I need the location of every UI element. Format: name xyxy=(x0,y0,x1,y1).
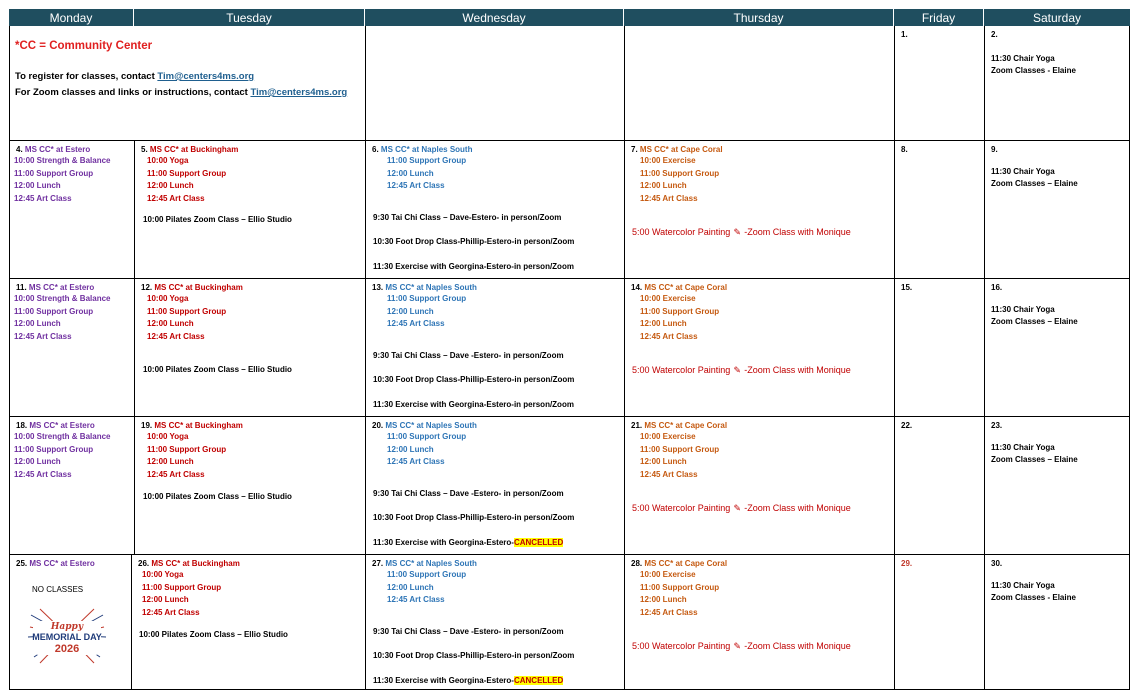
schedule-list xyxy=(147,293,226,343)
schedule-item: 11:00 Support Group xyxy=(640,168,720,178)
schedule-item: 11:00 Support Group xyxy=(14,168,94,178)
watercolor-text: 5:00 Watercolor Painting xyxy=(632,227,731,237)
schedule-item: 11:00 Support Group xyxy=(14,306,94,316)
exercise-text: 11:30 Exercise with Georgina-Estero- xyxy=(373,538,514,547)
schedule-item: 11:00 Support Group xyxy=(640,582,720,592)
day-heading xyxy=(16,559,95,568)
schedule-list xyxy=(147,155,226,205)
schedule-item: 11:00 Support Group xyxy=(387,570,467,579)
cc-legend: *CC = Community Center xyxy=(15,40,153,52)
day-heading xyxy=(372,421,477,430)
day-heading xyxy=(16,421,95,430)
schedule-item: 12:00 Lunch xyxy=(640,595,687,605)
schedule-item: 12:45 Art Class xyxy=(387,319,445,329)
pencil-icon: ✎ xyxy=(733,227,741,237)
exercise-note xyxy=(373,400,574,409)
date-number: 25. xyxy=(16,559,28,568)
zoom-line xyxy=(15,87,347,98)
location: MS CC* at Estero xyxy=(24,145,91,154)
zoom-email-link[interactable]: Tim@centers4ms.org xyxy=(250,87,348,98)
schedule-list xyxy=(387,431,466,469)
header-friday: Friday xyxy=(894,9,984,26)
schedule-list xyxy=(14,293,110,343)
date-number: 28. xyxy=(631,559,643,568)
header-thursday: Thursday xyxy=(624,9,894,26)
pilates-note: 10:00 Pilates Zoom Class – Ellio Studio xyxy=(143,365,292,374)
date-number: 4. xyxy=(16,145,23,154)
schedule-item: 12:45 Art Class xyxy=(387,457,445,467)
watercolor-text: 5:00 Watercolor Painting xyxy=(632,365,731,375)
schedule-item: 12:00 Lunch xyxy=(147,319,194,329)
info-cell xyxy=(9,26,365,141)
schedule-item: 11:00 Support Group xyxy=(142,582,222,592)
foot-drop-note: 10:30 Foot Drop Class-Phillip-Estero-in person/Zoom xyxy=(373,513,575,522)
header-saturday: Saturday xyxy=(984,9,1130,26)
location: MS CC* at Estero xyxy=(29,421,95,430)
day-cell-wed-20 xyxy=(365,417,624,555)
schedule-item: 11:00 Support Group xyxy=(14,444,94,454)
schedule-list xyxy=(640,293,719,343)
schedule-item: 12:45 Art Class xyxy=(147,331,205,341)
date-number: 19. xyxy=(141,421,153,430)
zoom-monique: -Zoom Class with Monique xyxy=(744,227,851,237)
day-cell-sat-9 xyxy=(984,141,1130,279)
date-number: 16. xyxy=(991,283,1003,292)
location: MS CC* at Estero xyxy=(28,283,95,292)
badge-happy: Happy xyxy=(50,622,84,632)
badge-year: 2026 xyxy=(54,643,80,655)
schedule-item: 10:00 Strength & Balance xyxy=(14,432,111,441)
schedule-item: 12:00 Lunch xyxy=(14,457,61,467)
schedule-list xyxy=(387,155,466,193)
schedule-list xyxy=(14,155,110,205)
schedule-item: 11:00 Support Group xyxy=(147,444,227,454)
date-number: 29. xyxy=(901,559,913,568)
schedule-item: 12:00 Lunch xyxy=(640,457,687,467)
register-text: To register for classes, contact xyxy=(15,71,158,82)
schedule-item: 11:00 Support Group xyxy=(147,306,227,316)
date-number: 12. xyxy=(141,283,153,292)
day-cell-wed-6 xyxy=(365,141,624,279)
chair-yoga-time: 11:30 Chair Yoga xyxy=(991,443,1055,452)
date-number: 15. xyxy=(901,283,913,292)
header-monday: Monday xyxy=(9,9,134,26)
pencil-icon: ✎ xyxy=(733,641,741,651)
day-cell-wed-27 xyxy=(365,555,624,690)
day-cell-mon-11 xyxy=(9,279,134,417)
location: MS CC* at Naples South xyxy=(385,283,477,292)
day-heading xyxy=(141,421,243,430)
zoom-classes-elaine: Zoom Classes - Elaine xyxy=(991,66,1076,75)
zoom-monique: -Zoom Class with Monique xyxy=(744,641,851,651)
date-number: 1. xyxy=(901,30,908,39)
day-cell-sat-30 xyxy=(984,555,1130,690)
schedule-item: 12:00 Lunch xyxy=(14,319,61,329)
date-number: 7. xyxy=(631,145,638,154)
memorial-day-badge xyxy=(26,605,108,665)
day-cell-mon-18 xyxy=(9,417,134,555)
day-heading xyxy=(631,145,723,154)
schedule-item: 12:00 Lunch xyxy=(147,457,194,467)
day-heading xyxy=(631,283,727,292)
exercise-note xyxy=(373,676,563,685)
schedule-list xyxy=(14,431,110,481)
day-cell-sat-2 xyxy=(984,26,1130,141)
chair-yoga-time: 11:30 Chair Yoga xyxy=(991,54,1055,63)
chair-yoga-time: 11:30 Chair Yoga xyxy=(991,581,1055,590)
location: MS CC* at Cape Coral xyxy=(644,421,728,430)
pilates-note: 10:00 Pilates Zoom Class – Ellio Studio xyxy=(143,492,292,501)
foot-drop-note: 10:30 Foot Drop Class-Phillip-Estero-in person/Zoom xyxy=(373,375,575,384)
day-cell-thu-7 xyxy=(624,141,894,279)
schedule-item: 10:00 Strength & Balance xyxy=(14,294,111,303)
schedule-list xyxy=(640,431,719,481)
date-number: 18. xyxy=(16,421,28,430)
day-cell-wed-13 xyxy=(365,279,624,417)
header-tuesday: Tuesday xyxy=(134,9,365,26)
day-heading xyxy=(372,559,477,568)
zoom-classes-elaine: Zoom Classes - Elaine xyxy=(991,593,1076,602)
schedule-item: 11:00 Support Group xyxy=(147,168,227,178)
day-cell-thu-21 xyxy=(624,417,894,555)
schedule-item: 11:00 Support Group xyxy=(640,444,720,454)
date-number: 9. xyxy=(991,145,998,154)
tai-chi-note: 9:30 Tai Chi Class – Dave-Estero- in person/Zoom xyxy=(373,213,562,222)
schedule-item: 12:00 Lunch xyxy=(387,306,434,316)
date-number: 27. xyxy=(372,559,384,568)
chair-yoga-time: 11:30 Chair Yoga xyxy=(991,305,1055,314)
header-wednesday: Wednesday xyxy=(365,9,624,26)
schedule-item: 12:45 Art Class xyxy=(640,607,698,617)
schedule-item: 10:00 Yoga xyxy=(147,156,189,165)
day-cell-tue-12 xyxy=(134,279,365,417)
schedule-item: 12:45 Art Class xyxy=(142,607,200,617)
day-heading xyxy=(631,421,727,430)
schedule-item: 12:45 Art Class xyxy=(147,469,205,479)
schedule-item: 12:45 Art Class xyxy=(14,193,72,203)
tai-chi-note: 9:30 Tai Chi Class – Dave -Estero- in person/Zoom xyxy=(373,351,564,360)
schedule-item: 10:00 Yoga xyxy=(147,432,189,441)
schedule-item: 11:00 Support Group xyxy=(640,306,720,316)
date-number: 8. xyxy=(901,145,908,154)
day-heading xyxy=(16,145,90,154)
day-cell-fri-15 xyxy=(894,279,984,417)
schedule-item: 12:00 Lunch xyxy=(387,582,434,592)
watercolor-note xyxy=(632,503,851,514)
foot-drop-note: 10:30 Foot Drop Class-Phillip-Estero-in person/Zoom xyxy=(373,651,575,660)
date-number: 13. xyxy=(372,283,384,292)
location: MS CC* at Buckingham xyxy=(151,559,240,568)
schedule-list xyxy=(640,569,719,619)
register-line xyxy=(15,71,254,82)
tai-chi-note: 9:30 Tai Chi Class – Dave -Estero- in person/Zoom xyxy=(373,489,564,498)
pilates-note: 10:00 Pilates Zoom Class – Ellio Studio xyxy=(139,630,288,639)
schedule-item: 12:45 Art Class xyxy=(14,331,72,341)
date-number: 26. xyxy=(138,559,150,568)
register-email-link[interactable]: Tim@centers4ms.org xyxy=(157,71,255,82)
schedule-item: 12:00 Lunch xyxy=(640,319,687,329)
watercolor-note xyxy=(632,365,851,376)
schedule-item: 12:00 Lunch xyxy=(387,444,434,454)
zoom-classes-elaine: Zoom Classes – Elaine xyxy=(991,317,1078,326)
date-number: 5. xyxy=(141,145,148,154)
empty-cell-thu xyxy=(624,26,894,141)
schedule-list xyxy=(142,569,221,619)
location: MS CC* at Buckingham xyxy=(149,145,239,154)
exercise-note xyxy=(373,262,574,271)
badge-memorial-day: MEMORIAL DAY xyxy=(32,632,102,642)
date-number: 23. xyxy=(991,421,1003,430)
schedule-item: 10:00 Exercise xyxy=(640,432,696,441)
empty-cell-wed xyxy=(365,26,624,141)
schedule-list xyxy=(387,569,466,607)
day-cell-mon-25 xyxy=(9,555,131,690)
watercolor-text: 5:00 Watercolor Painting xyxy=(632,641,731,651)
schedule-item: 10:00 Exercise xyxy=(640,156,696,165)
location: MS CC* at Naples South xyxy=(380,145,473,154)
schedule-item: 11:00 Support Group xyxy=(387,156,467,165)
day-heading xyxy=(141,145,238,154)
schedule-list xyxy=(387,293,466,331)
schedule-item: 12:45 Art Class xyxy=(640,469,698,479)
schedule-item: 10:00 Exercise xyxy=(640,294,696,303)
schedule-item: 11:00 Support Group xyxy=(387,294,467,303)
schedule-item: 12:00 Lunch xyxy=(142,595,189,605)
zoom-text: For Zoom classes and links or instructions, contact xyxy=(15,87,251,98)
schedule-item: 12:45 Art Class xyxy=(640,193,698,203)
day-heading xyxy=(141,283,243,292)
day-cell-tue-5 xyxy=(134,141,365,279)
schedule-item: 12:45 Art Class xyxy=(640,331,698,341)
schedule-item: 10:00 Strength & Balance xyxy=(14,156,111,165)
location: MS CC* at Cape Coral xyxy=(644,283,728,292)
day-heading xyxy=(631,559,727,568)
exercise-text: 11:30 Exercise with Georgina-Estero-in person/Zoom xyxy=(373,262,574,271)
day-cell-fri-1 xyxy=(894,26,984,141)
exercise-text: 11:30 Exercise with Georgina-Estero- xyxy=(373,676,514,685)
no-classes-label: NO CLASSES xyxy=(32,585,84,594)
location: MS CC* at Cape Coral xyxy=(644,559,728,568)
foot-drop-note: 10:30 Foot Drop Class-Phillip-Estero-in person/Zoom xyxy=(373,237,575,246)
day-cell-tue-19 xyxy=(134,417,365,555)
calendar xyxy=(9,9,1130,690)
day-cell-mon-4 xyxy=(9,141,134,279)
location: MS CC* at Estero xyxy=(29,559,95,568)
zoom-monique: -Zoom Class with Monique xyxy=(744,503,851,513)
day-cell-sat-23 xyxy=(984,417,1130,555)
day-heading xyxy=(372,283,477,292)
day-cell-sat-16 xyxy=(984,279,1130,417)
schedule-item: 12:00 Lunch xyxy=(387,168,434,178)
schedule-item: 12:00 Lunch xyxy=(640,181,687,191)
date-number: 22. xyxy=(901,421,913,430)
date-number: 21. xyxy=(631,421,643,430)
schedule-item: 10:00 Yoga xyxy=(142,570,184,579)
pilates-note: 10:00 Pilates Zoom Class – Ellio Studio xyxy=(143,215,292,224)
schedule-item: 12:00 Lunch xyxy=(147,181,194,191)
tai-chi-note: 9:30 Tai Chi Class – Dave -Estero- in person/Zoom xyxy=(373,627,564,636)
schedule-item: 12:00 Lunch xyxy=(14,181,61,191)
cancelled-badge: CANCELLED xyxy=(513,538,564,547)
schedule-item: 12:45 Art Class xyxy=(387,595,445,605)
day-cell-tue-26 xyxy=(131,555,365,690)
date-number: 30. xyxy=(991,559,1003,568)
day-cell-thu-28 xyxy=(624,555,894,690)
exercise-text: 11:30 Exercise with Georgina-Estero-in person/Zoom xyxy=(373,400,574,409)
date-number: 20. xyxy=(372,421,384,430)
schedule-item: 12:45 Art Class xyxy=(387,181,445,191)
day-heading xyxy=(16,283,94,292)
schedule-item: 11:00 Support Group xyxy=(387,432,467,441)
schedule-item: 10:00 Exercise xyxy=(640,570,696,579)
day-cell-fri-22 xyxy=(894,417,984,555)
chair-yoga-time: 11:30 Chair Yoga xyxy=(991,167,1055,176)
location: MS CC* at Naples South xyxy=(385,559,477,568)
date-number: 14. xyxy=(631,283,643,292)
watercolor-text: 5:00 Watercolor Painting xyxy=(632,503,731,513)
schedule-item: 12:45 Art Class xyxy=(147,193,205,203)
zoom-classes-elaine: Zoom Classes – Elaine xyxy=(991,179,1078,188)
location: MS CC* at Cape Coral xyxy=(639,145,723,154)
pencil-icon: ✎ xyxy=(733,365,741,375)
schedule-item: 12:45 Art Class xyxy=(14,469,72,479)
day-heading xyxy=(372,145,472,154)
schedule-list xyxy=(147,431,226,481)
schedule-item: 10:00 Yoga xyxy=(147,294,189,303)
day-cell-fri-8 xyxy=(894,141,984,279)
date-number: 11. xyxy=(16,283,27,292)
pencil-icon: ✎ xyxy=(733,503,741,513)
watercolor-note xyxy=(632,641,851,652)
date-number: 6. xyxy=(372,145,379,154)
day-cell-thu-14 xyxy=(624,279,894,417)
exercise-note xyxy=(373,538,563,547)
location: MS CC* at Naples South xyxy=(385,421,477,430)
location: MS CC* at Buckingham xyxy=(154,283,243,292)
date-number: 2. xyxy=(991,30,998,39)
zoom-monique: -Zoom Class with Monique xyxy=(744,365,851,375)
day-heading xyxy=(138,559,240,568)
watercolor-note xyxy=(632,227,851,238)
day-cell-fri-29 xyxy=(894,555,984,690)
zoom-classes-elaine: Zoom Classes – Elaine xyxy=(991,455,1078,464)
cancelled-badge: CANCELLED xyxy=(513,676,564,685)
schedule-list xyxy=(640,155,719,205)
location: MS CC* at Buckingham xyxy=(154,421,243,430)
